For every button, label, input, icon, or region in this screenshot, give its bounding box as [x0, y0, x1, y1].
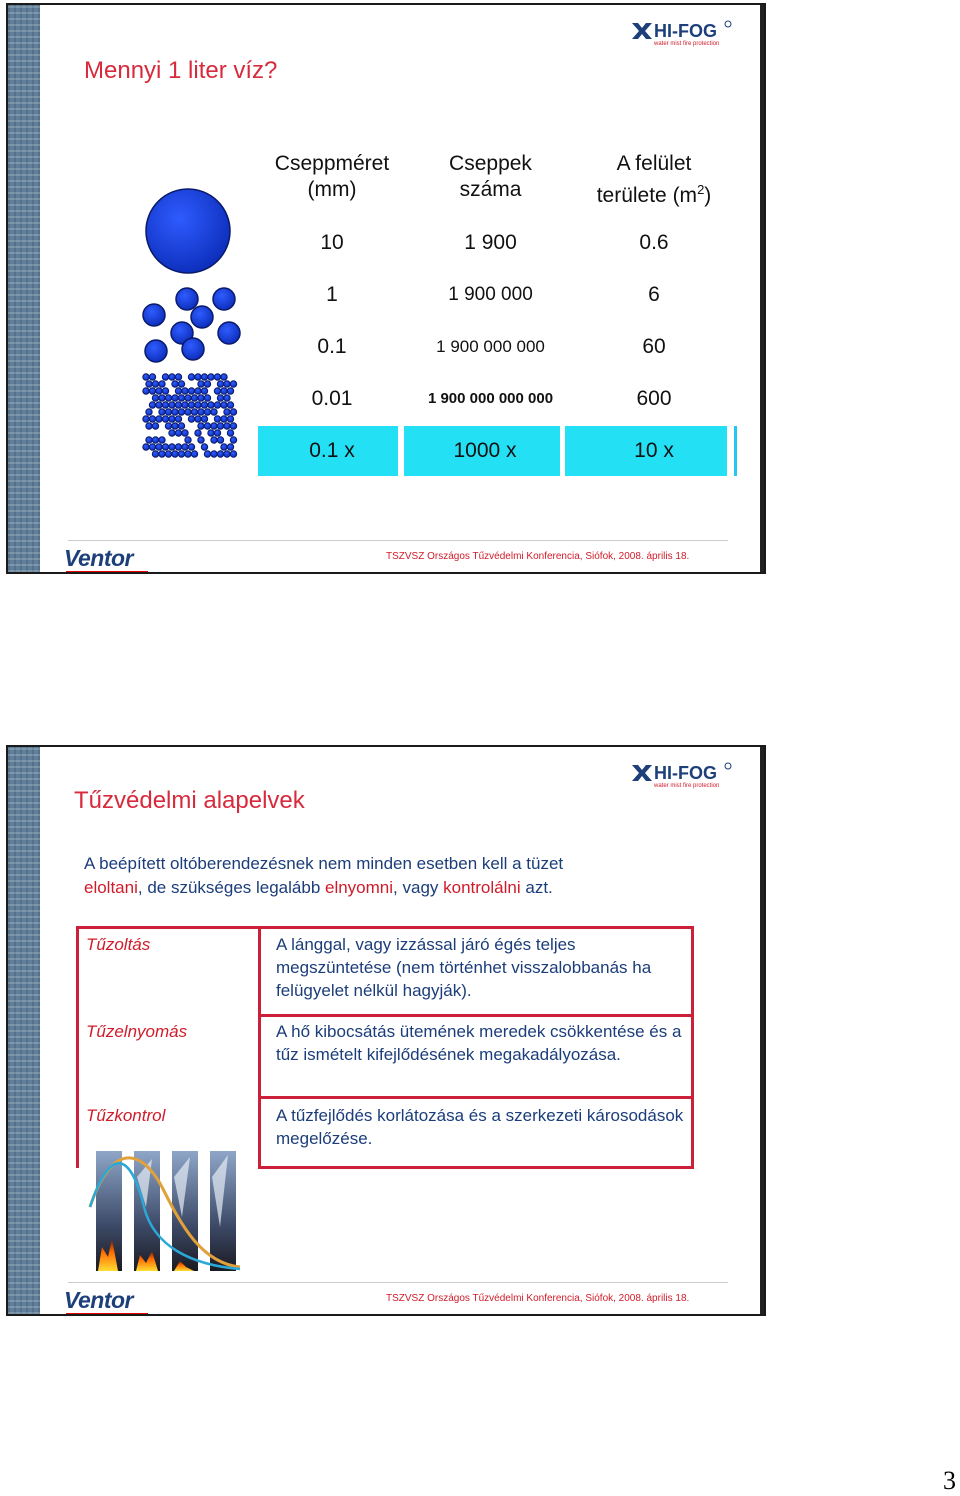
- cell-count: 1 900 000: [448, 284, 533, 305]
- small-droplet: [214, 416, 220, 422]
- svg-text:water mist fire protection: water mist fire protection: [654, 41, 720, 47]
- small-droplet: [152, 381, 158, 387]
- small-droplet: [214, 374, 220, 380]
- small-droplet: [227, 416, 233, 422]
- small-droplet: [143, 388, 149, 394]
- small-droplet: [178, 423, 184, 429]
- small-droplet: [182, 444, 188, 450]
- decorative-side-strip: [8, 747, 40, 1314]
- page-number: 3: [943, 1466, 956, 1495]
- small-droplet: [159, 381, 165, 387]
- small-droplet: [214, 402, 220, 408]
- small-droplet: [172, 451, 178, 457]
- small-droplet: [175, 402, 181, 408]
- medium-droplet: [191, 306, 213, 328]
- small-droplet: [195, 388, 201, 394]
- factor-count: 1000 x: [453, 439, 517, 462]
- slide-title: Mennyi 1 liter víz?: [84, 57, 278, 84]
- large-droplet: [146, 189, 230, 273]
- cell-area: 600: [636, 387, 672, 410]
- small-droplet: [188, 402, 194, 408]
- slide-shadow: [760, 747, 764, 1314]
- droplet-illustration: [136, 187, 246, 467]
- small-droplet: [162, 388, 168, 394]
- small-droplet: [162, 402, 168, 408]
- small-droplet: [182, 430, 188, 436]
- small-droplet: [204, 409, 210, 415]
- cell-count: 1 900 000 000: [436, 337, 545, 356]
- small-droplet: [198, 381, 204, 387]
- small-droplet: [152, 395, 158, 401]
- small-droplet: [165, 451, 171, 457]
- small-droplet: [152, 423, 158, 429]
- small-droplet: [214, 388, 220, 394]
- small-droplet: [185, 451, 191, 457]
- small-droplet: [169, 374, 175, 380]
- footer-text: TSZVSZ Országos Tűzvédelmi Konferencia, Siófok, 2008. április 18.: [386, 551, 690, 562]
- small-droplet: [211, 451, 217, 457]
- medium-droplet: [218, 322, 240, 344]
- small-droplet: [159, 437, 165, 443]
- small-droplet: [204, 381, 210, 387]
- medium-droplet: [182, 338, 204, 360]
- small-droplet: [201, 444, 207, 450]
- small-droplet: [195, 374, 201, 380]
- factor-area: 10 x: [634, 439, 674, 462]
- svg-text:HI-FOG: HI-FOG: [654, 21, 717, 41]
- small-droplet: [156, 416, 162, 422]
- ventor-logo-underline: [66, 571, 148, 574]
- small-droplet: [198, 437, 204, 443]
- small-droplet: [178, 451, 184, 457]
- term-cell: Tűzoltás: [86, 935, 151, 954]
- small-droplet: [159, 451, 165, 457]
- small-droplet: [162, 416, 168, 422]
- svg-text:HI-FOG: HI-FOG: [654, 763, 717, 783]
- header-droplet-count: Cseppek száma: [449, 152, 532, 201]
- small-droplet: [201, 374, 207, 380]
- medium-droplet: [143, 304, 165, 326]
- small-droplet: [149, 374, 155, 380]
- small-droplet: [208, 430, 214, 436]
- header-surface-area: A felület területe $(m^2)$: [596, 152, 712, 207]
- small-droplet: [143, 416, 149, 422]
- small-droplet: [172, 381, 178, 387]
- small-droplet: [169, 416, 175, 422]
- small-droplet: [152, 437, 158, 443]
- small-droplet: [165, 395, 171, 401]
- medium-droplet: [176, 288, 198, 310]
- small-droplet: [221, 388, 227, 394]
- small-droplet: [188, 416, 194, 422]
- hifog-logo: [630, 759, 734, 789]
- fire-suppression-illustration: [82, 1147, 242, 1275]
- small-droplet: [204, 395, 210, 401]
- small-droplet: [221, 402, 227, 408]
- header-droplet-size: Cseppméret (mm): [274, 152, 390, 201]
- small-droplet: [204, 423, 210, 429]
- small-droplet: [159, 395, 165, 401]
- cell-size: 1: [326, 283, 338, 306]
- ventor-logo: Ventor: [64, 545, 133, 571]
- slide-shadow: [760, 5, 764, 572]
- small-droplet: [185, 437, 191, 443]
- small-droplet: [178, 395, 184, 401]
- small-droplet: [211, 437, 217, 443]
- small-droplet: [191, 409, 197, 415]
- small-droplet: [195, 402, 201, 408]
- small-droplet: [224, 381, 230, 387]
- cell-size: 10: [320, 231, 344, 254]
- small-droplet: [175, 416, 181, 422]
- small-droplet: [143, 444, 149, 450]
- small-droplet: [178, 409, 184, 415]
- small-droplet: [175, 444, 181, 450]
- small-droplet: [217, 381, 223, 387]
- ventor-logo: Ventor: [64, 1287, 133, 1313]
- ventor-logo-underline: [66, 1313, 148, 1316]
- factor-divider: [734, 426, 737, 476]
- small-droplet: [224, 409, 230, 415]
- small-droplet: [175, 374, 181, 380]
- cell-count: 1 900 000 000 000: [427, 390, 554, 407]
- small-droplet: [204, 451, 210, 457]
- intro-paragraph: A beépített oltóberendezésnek nem minden esetben kell a tüzet eloltani, de szükséges legalább elnyomni, vagy kontrolálni azt.: [84, 854, 564, 897]
- small-droplet: [156, 402, 162, 408]
- small-droplet: [230, 409, 236, 415]
- small-droplet: [185, 395, 191, 401]
- small-droplet: [230, 423, 236, 429]
- small-droplet: [149, 416, 155, 422]
- cell-area: 0.6: [639, 231, 669, 254]
- small-droplet: [230, 381, 236, 387]
- cell-count: 1 900: [464, 231, 517, 254]
- cell-size: 0.01: [311, 387, 353, 410]
- small-droplet: [198, 395, 204, 401]
- small-droplet: [211, 409, 217, 415]
- hifog-logo: [630, 17, 734, 47]
- small-droplet: [149, 402, 155, 408]
- small-droplet: [208, 402, 214, 408]
- small-droplet: [227, 444, 233, 450]
- small-droplet: [143, 374, 149, 380]
- small-droplet: [169, 430, 175, 436]
- small-droplet: [146, 381, 152, 387]
- small-droplet: [201, 416, 207, 422]
- small-droplet: [208, 374, 214, 380]
- small-droplet: [146, 409, 152, 415]
- term-cell: Tűzelnyomás: [86, 1022, 188, 1041]
- footer-text: TSZVSZ Országos Tűzvédelmi Konferencia, Siófok, 2008. április 18.: [386, 1293, 690, 1304]
- small-droplet: [224, 395, 230, 401]
- small-droplet: [221, 444, 227, 450]
- medium-droplet: [213, 288, 235, 310]
- small-droplet: [146, 423, 152, 429]
- small-droplet: [169, 444, 175, 450]
- small-droplet: [152, 451, 158, 457]
- small-droplet: [182, 388, 188, 394]
- small-droplet: [201, 388, 207, 394]
- desc-cell: A hő kibocsátás ütemének meredek csökkentése és a tűz ismételt kifejlődésének megakadályozása.: [276, 1022, 682, 1064]
- small-droplet: [217, 437, 223, 443]
- small-droplet: [217, 395, 223, 401]
- small-droplet: [178, 381, 184, 387]
- small-droplet: [224, 423, 230, 429]
- cell-area: 60: [642, 335, 666, 358]
- small-droplet: [198, 409, 204, 415]
- small-droplet: [227, 402, 233, 408]
- small-droplet: [221, 416, 227, 422]
- small-droplet: [149, 388, 155, 394]
- small-droplet: [227, 388, 233, 394]
- small-droplet: [230, 451, 236, 457]
- slide-title: Tűzvédelmi alapelvek: [74, 787, 305, 814]
- small-droplet: [175, 430, 181, 436]
- slide-1: [6, 3, 766, 574]
- desc-cell: A lánggal, vagy izzással járó égés teljes megszüntetése (nem történhet visszalobbanás ha felügyelet nélkül hagyják).: [276, 935, 652, 1000]
- small-droplet: [188, 374, 194, 380]
- small-droplet: [211, 423, 217, 429]
- small-droplet: [198, 423, 204, 429]
- small-droplet: [227, 430, 233, 436]
- small-droplet: [172, 409, 178, 415]
- small-droplet: [172, 423, 178, 429]
- small-droplet: [162, 374, 168, 380]
- cell-size: 0.1: [317, 335, 347, 358]
- small-droplet: [230, 437, 236, 443]
- decorative-side-strip: [8, 5, 40, 572]
- small-droplet: [217, 423, 223, 429]
- small-droplet: [195, 430, 201, 436]
- small-droplet: [146, 437, 152, 443]
- slide-2: [6, 745, 766, 1316]
- small-droplet: [188, 388, 194, 394]
- small-droplet: [169, 402, 175, 408]
- small-droplet: [201, 402, 207, 408]
- small-droplet: [162, 444, 168, 450]
- footer-divider: [68, 1282, 728, 1283]
- medium-droplet: [145, 340, 167, 362]
- term-cell: Tűzkontrol: [86, 1106, 166, 1125]
- footer-divider: [68, 540, 728, 541]
- small-droplet: [156, 444, 162, 450]
- small-droplet: [224, 451, 230, 457]
- small-droplet: [175, 388, 181, 394]
- principles-table: [76, 926, 694, 1168]
- small-droplet: [156, 388, 162, 394]
- desc-cell: A tűzfejlődés korlátozása és a szerkezeti károsodások megelőzése.: [276, 1106, 684, 1148]
- factor-size: 0.1 x: [309, 439, 355, 462]
- small-droplet: [214, 430, 220, 436]
- small-droplet: [149, 444, 155, 450]
- small-droplet: [182, 402, 188, 408]
- small-droplet: [191, 451, 197, 457]
- small-droplet: [165, 409, 171, 415]
- small-droplet: [191, 395, 197, 401]
- small-droplet: [165, 423, 171, 429]
- cell-area: 6: [648, 283, 660, 306]
- small-droplet: [195, 416, 201, 422]
- small-droplet: [217, 451, 223, 457]
- small-droplet: [188, 444, 194, 450]
- small-droplet: [221, 374, 227, 380]
- svg-text:water mist fire protection: water mist fire protection: [654, 783, 720, 789]
- small-droplet: [172, 395, 178, 401]
- small-droplet: [185, 409, 191, 415]
- small-droplet: [159, 409, 165, 415]
